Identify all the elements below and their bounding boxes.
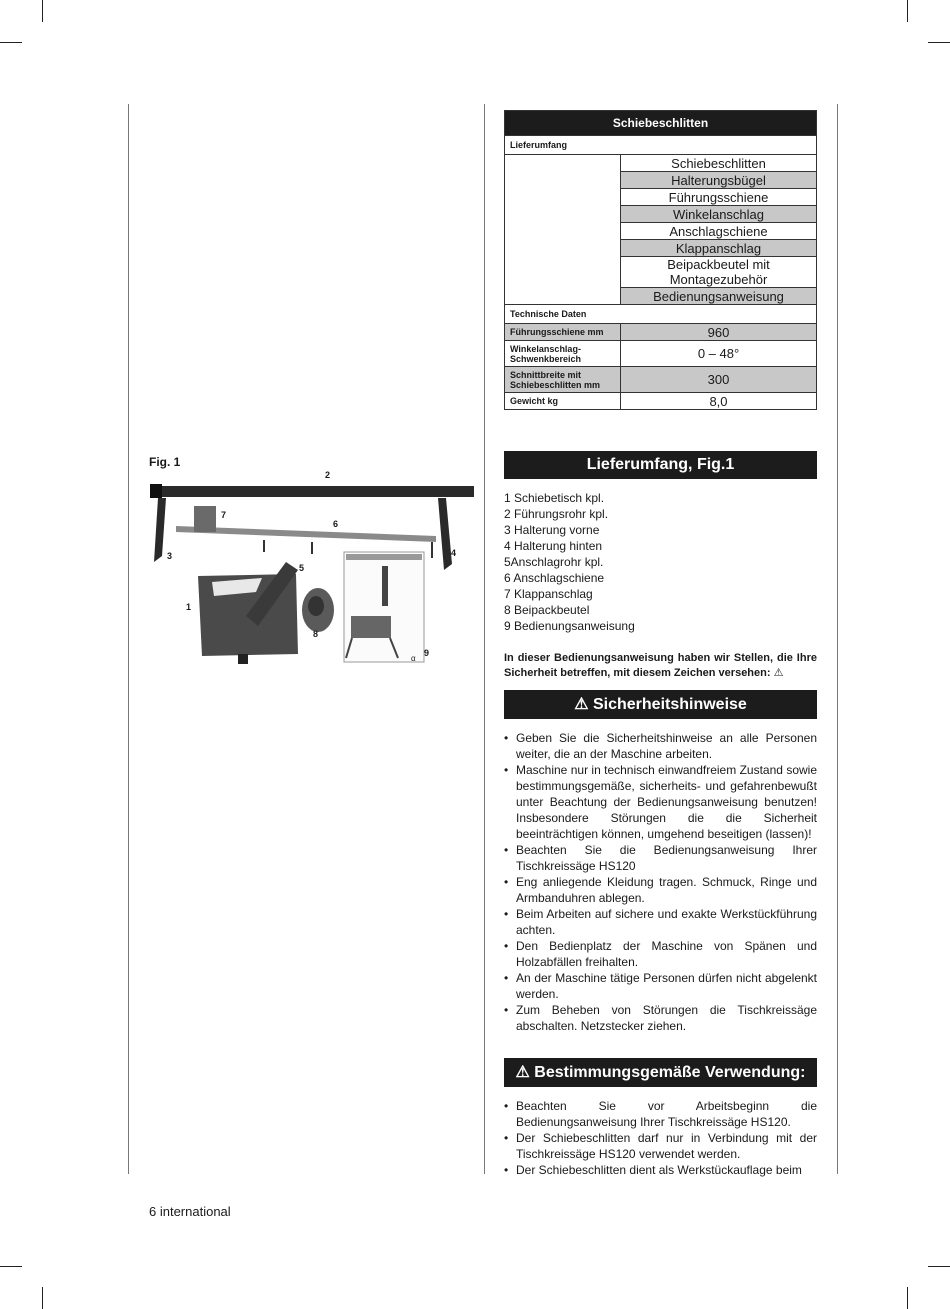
list-item: • Der Schiebeschlitten dient als Werkstückauflage beim <box>504 1162 817 1178</box>
callout-6: 6 <box>333 519 339 529</box>
callout-8: 8 <box>313 629 319 639</box>
crop-mark <box>42 0 43 22</box>
callout-9: 9 <box>424 648 430 658</box>
list-item: • An der Maschine tätige Personen dürfen nicht abgelenkt werden. <box>504 970 817 1002</box>
figure-label: Fig. 1 <box>149 455 181 469</box>
list-item: 6 Anschlagschiene <box>504 571 605 585</box>
scope-item: Bedienungsanweisung <box>621 288 817 305</box>
rear-bracket <box>438 498 452 570</box>
usage-list <box>504 1098 817 1178</box>
list-item: 4 Halterung hinten <box>504 539 603 553</box>
flip-stop <box>194 506 216 532</box>
scope-label: Lieferumfang <box>505 136 817 155</box>
callout-3: 3 <box>167 551 173 561</box>
tech-row-label: Winkelanschlag-Schwenkbereich <box>505 341 621 367</box>
scope-item: Klappanschlag <box>621 240 817 257</box>
tech-row-value: 960 <box>621 324 817 341</box>
list-item: 3 Halterung vorne <box>504 523 600 537</box>
scope-list <box>504 490 635 634</box>
scope-heading: Lieferumfang, Fig.1 <box>504 451 817 479</box>
tech-label: Technische Daten <box>505 305 817 324</box>
crop-mark <box>0 42 22 43</box>
tech-row-label: Schnittbreite mit Schiebeschlitten mm <box>505 367 621 393</box>
usage-heading: ⚠ Bestimmungsgemäße Verwendung: <box>504 1058 817 1087</box>
callout-5: 5 <box>299 563 305 573</box>
crop-mark <box>928 42 950 43</box>
safety-heading: ⚠ Sicherheitshinweise <box>504 690 817 719</box>
list-item: 2 Führungsrohr kpl. <box>504 507 609 521</box>
front-bracket <box>154 498 166 562</box>
product-figure <box>146 466 476 696</box>
callout-7: 7 <box>221 510 227 520</box>
callout-1: 1 <box>186 602 192 612</box>
scope-item: Schiebeschlitten <box>621 155 817 172</box>
tech-row-value: 0 – 48° <box>621 341 817 367</box>
crop-mark <box>907 0 908 22</box>
alpha-symbol: α <box>411 654 416 663</box>
callout-2: 2 <box>325 470 331 480</box>
crop-mark <box>928 1266 950 1267</box>
list-item: • Beim Arbeiten auf sichere und exakte Werkstückführung achten. <box>504 906 817 938</box>
crop-mark <box>42 1287 43 1309</box>
tech-row-value: 8,0 <box>621 393 817 410</box>
tech-row-value: 300 <box>621 367 817 393</box>
spec-table-title: Schiebeschlitten <box>505 111 817 136</box>
tech-row-label: Gewicht kg <box>505 393 621 410</box>
column-rule-middle <box>484 104 485 1174</box>
tech-row-label: Führungsschiene mm <box>505 324 621 341</box>
crop-mark <box>907 1287 908 1309</box>
list-item: • Den Bedienplatz der Maschine von Spänen und Holzabfällen freihalten. <box>504 938 817 970</box>
list-item: • Der Schiebeschlitten darf nur in Verbindung mit der Tischkreissäge HS120 verwendet werden. <box>504 1130 817 1162</box>
scope-item: Beipackbeutel mit Montagezubehör <box>621 257 817 288</box>
spec-table <box>504 110 817 410</box>
list-item: • Zum Beheben von Störungen die Tischkreissäge abschalten. Netzstecker ziehen. <box>504 1002 817 1034</box>
column-rule-right <box>837 104 838 1174</box>
scope-item: Halterungsbügel <box>621 172 817 189</box>
list-item: 5Anschlagrohr kpl. <box>504 555 604 569</box>
list-item: • Beachten Sie vor Arbeitsbeginn die Bedienungsanweisung Ihrer Tischkreissäge HS120. <box>504 1098 817 1130</box>
list-item: • Maschine nur in technisch einwandfreiem Zustand sowie bestimmungsgemäße, sicherheits- und gefahrenbewußt unter Beachtung der Bedienungsanweisung benutzen! Insbesondere Störungen die die Sicherheit beeinträchtigen können, umgehend beseitigen (lassen)! <box>504 762 817 842</box>
list-item: 9 Bedienungsanweisung <box>504 619 635 633</box>
list-item: • Eng anliegende Kleidung tragen. Schmuck, Ringe und Armbanduhren ablegen. <box>504 874 817 906</box>
callout-4: 4 <box>451 548 457 558</box>
safety-note: In dieser Bedienungsanweisung haben wir Stellen, die Ihre Sicherheit betreffen, mit diesem Zeichen versehen: ⚠ <box>504 652 817 679</box>
column-rule-left <box>128 104 129 1174</box>
list-item: 8 Beipackbeutel <box>504 603 590 617</box>
scope-item: Anschlagschiene <box>621 223 817 240</box>
list-item: • Geben Sie die Sicherheitshinweise an alle Personen weiter, die an der Maschine arbeiten. <box>504 730 817 762</box>
page-footer: 6 international <box>149 1204 231 1219</box>
safety-list <box>504 730 817 1034</box>
scope-item: Führungsschiene <box>621 189 817 206</box>
scope-item: Winkelanschlag <box>621 206 817 223</box>
crop-mark <box>0 1266 22 1267</box>
list-item: 1 Schiebetisch kpl. <box>504 491 605 505</box>
list-item: 7 Klappanschlag <box>504 587 593 601</box>
list-item: • Beachten Sie die Bedienungsanweisung Ihrer Tischkreissäge HS120 <box>504 842 817 874</box>
guide-rail <box>150 486 474 497</box>
